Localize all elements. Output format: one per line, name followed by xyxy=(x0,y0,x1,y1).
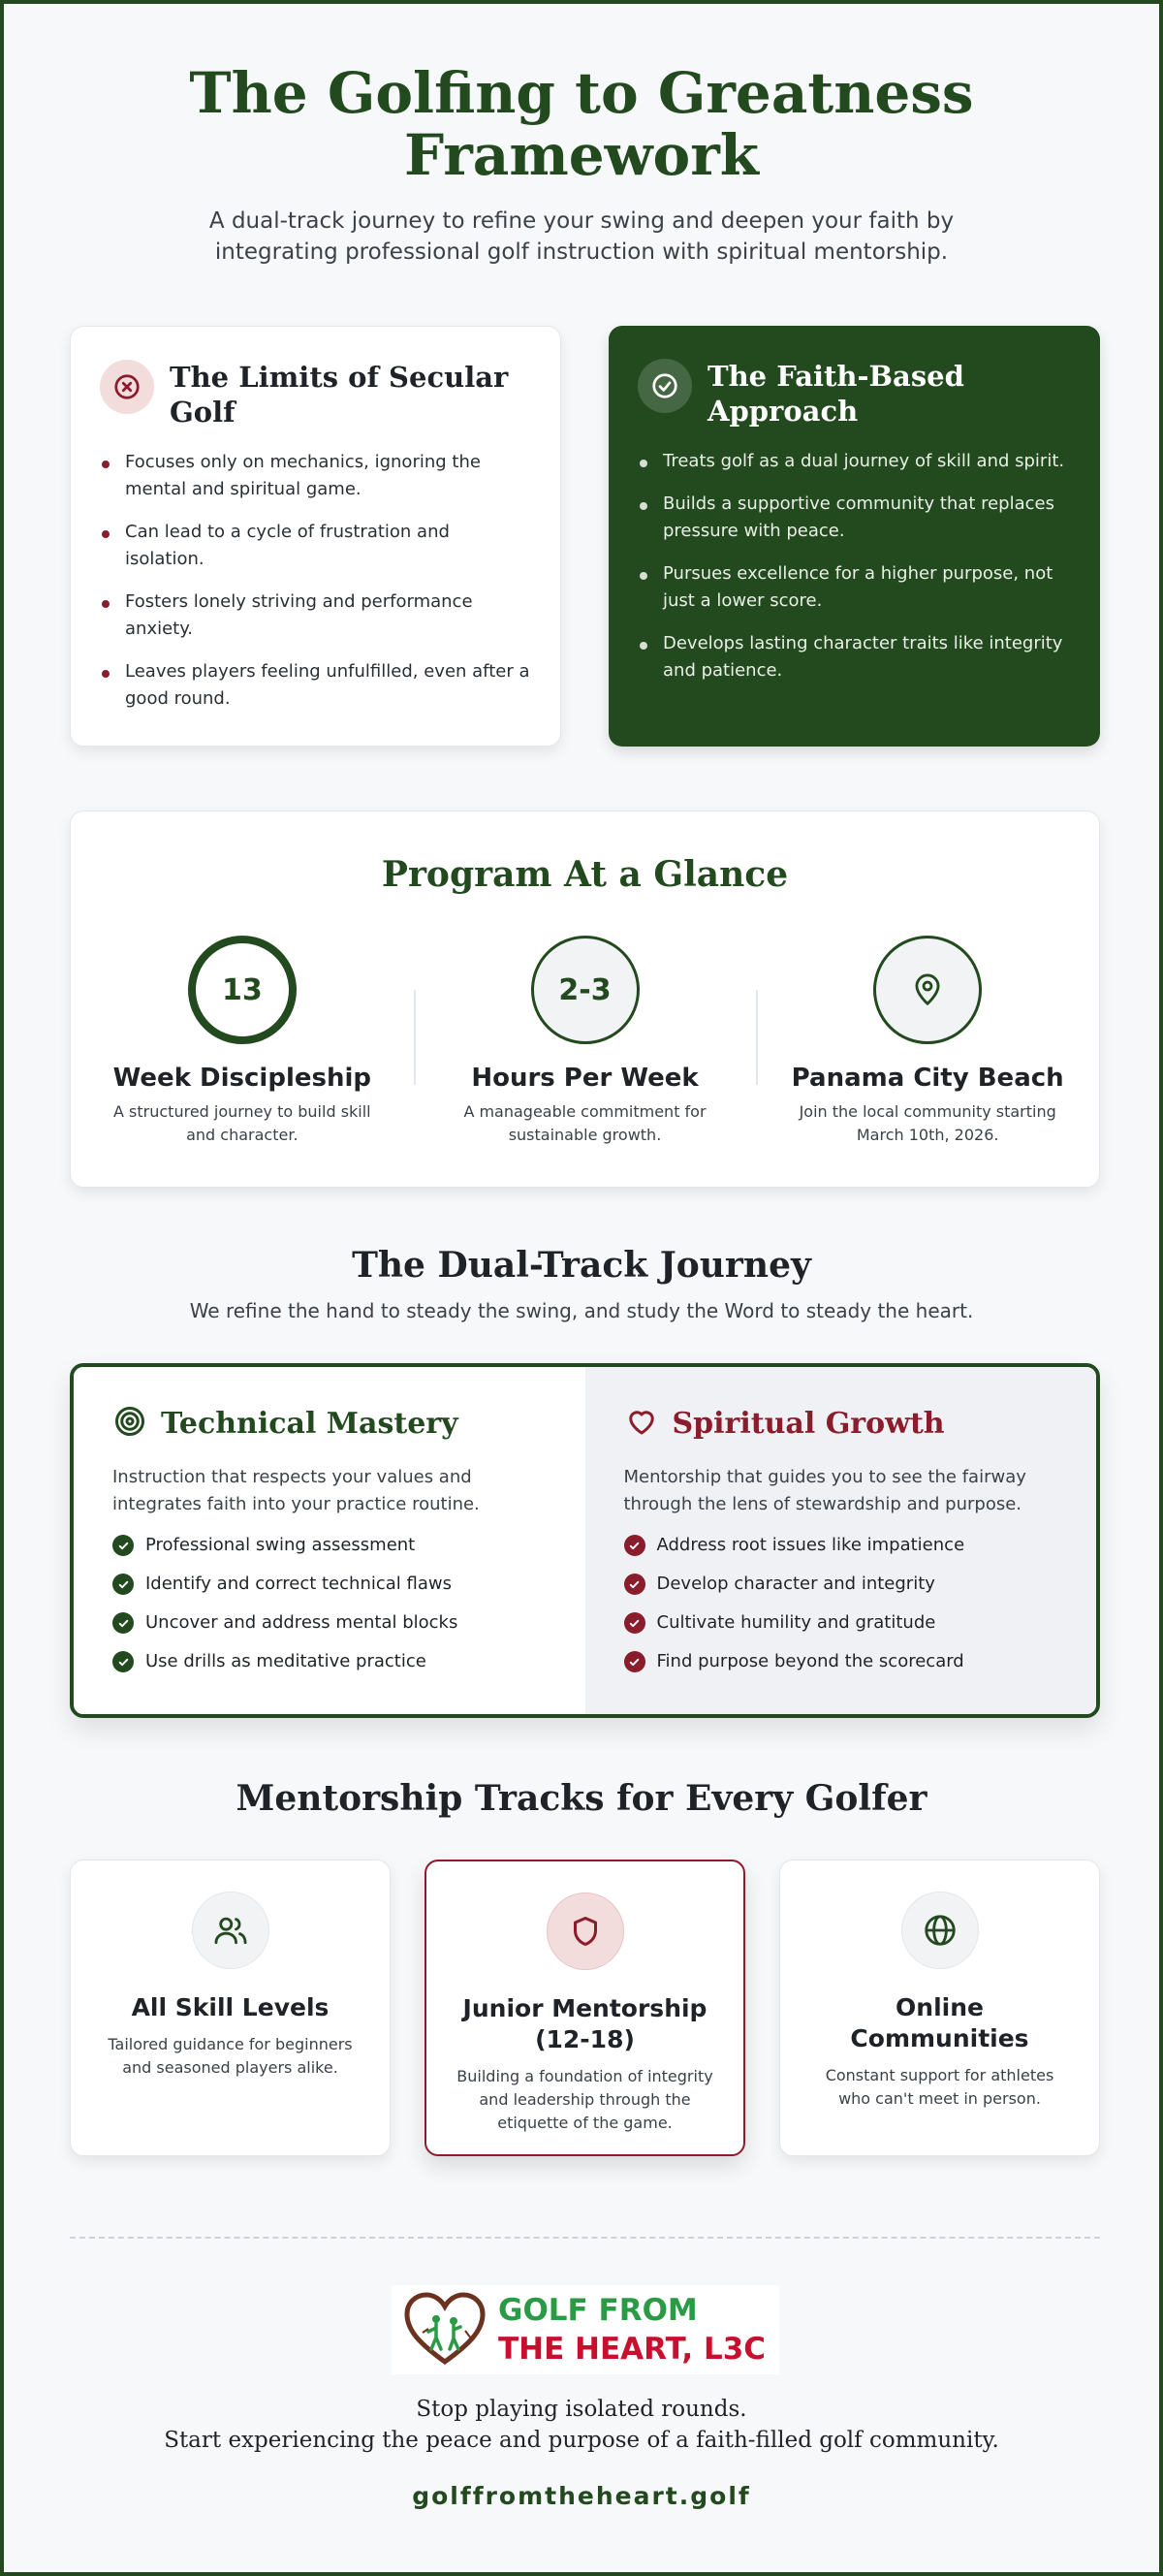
secular-card-title: The Limits of Secular Golf xyxy=(170,361,509,429)
faith-card-title: The Faith-Based Approach xyxy=(707,360,964,428)
globe-icon xyxy=(901,1892,979,1969)
journey-title: The Dual-Track Journey xyxy=(352,1245,811,1286)
check-icon xyxy=(624,1574,645,1595)
target-icon xyxy=(112,1404,147,1443)
spiritual-desc: Mentorship that guides you to see the fairway through the lens of stewardship and purpose. xyxy=(623,1467,1026,1514)
page-title: The Golfing to Greatness Framework xyxy=(189,60,974,188)
x-circle-icon xyxy=(100,360,154,414)
list-item-text: Cultivate humility and gratitude xyxy=(656,1612,936,1633)
list-item-text: Develop character and integrity xyxy=(656,1574,935,1594)
secular-list xyxy=(100,449,531,713)
stat-desc: Join the local community starting March 10th, 2026. xyxy=(799,1102,1056,1144)
list-item xyxy=(624,1611,1058,1635)
users-icon xyxy=(192,1892,269,1969)
check-icon xyxy=(112,1574,134,1595)
check-circle-icon xyxy=(638,359,692,413)
dual-track-panel xyxy=(70,1363,1100,1718)
list-item: Treats golf as a dual journey of skill and spirit. xyxy=(638,448,1071,475)
heart-icon xyxy=(624,1404,659,1443)
check-icon xyxy=(112,1535,134,1556)
list-item xyxy=(112,1534,547,1557)
logo-line-1: GOLF FROM xyxy=(498,2293,698,2328)
page-subtitle: A dual-track journey to refine your swing and deepen your faith by integrating professional golf instruction with spiritual mentorship. xyxy=(208,208,955,265)
track-card-desc: Tailored guidance for beginners and seasoned players alike. xyxy=(108,2035,353,2077)
list-item xyxy=(624,1650,1058,1673)
track-card-desc: Constant support for athletes who can't meet in person. xyxy=(825,2066,1054,2108)
list-item-text: Find purpose beyond the scorecard xyxy=(656,1651,964,1671)
footer-divider xyxy=(70,2237,1100,2239)
check-icon xyxy=(624,1612,645,1634)
list-item xyxy=(624,1534,1058,1557)
check-icon xyxy=(112,1651,134,1672)
tracks-title: Mentorship Tracks for Every Golfer xyxy=(236,1778,927,1819)
list-item: Can lead to a cycle of frustration and isolation. xyxy=(100,519,531,573)
track-card-title: Online Communities xyxy=(850,1993,1029,2052)
faith-list xyxy=(638,448,1071,684)
brand-logo xyxy=(392,2285,779,2374)
stat-label: Panama City Beach xyxy=(791,1064,1064,1093)
map-pin-icon xyxy=(873,936,982,1044)
list-item-text: Identify and correct technical flaws xyxy=(145,1574,452,1594)
list-item xyxy=(112,1573,547,1596)
glance-title: Program At a Glance xyxy=(381,854,789,895)
stat-desc: A manageable commitment for sustainable growth. xyxy=(463,1102,707,1144)
check-icon xyxy=(112,1612,134,1634)
journey-subtitle: We refine the hand to steady the swing, and study the Word to steady the heart. xyxy=(189,1299,974,1322)
shield-icon xyxy=(547,1892,624,1970)
stat-value: 13 xyxy=(188,936,297,1044)
list-item: Leaves players feeling unfulfilled, even after a good round. xyxy=(100,658,531,713)
track-card-desc: Building a foundation of integrity and leadership through the etiquette of the game. xyxy=(456,2067,713,2132)
list-item: Fosters lonely striving and performance anxiety. xyxy=(100,588,531,643)
technical-desc: Instruction that respects your values and integrates faith into your practice routine. xyxy=(112,1467,480,1514)
program-glance-card xyxy=(70,811,1100,1188)
spiritual-track xyxy=(585,1367,1097,1714)
stat-weeks xyxy=(71,936,414,1147)
list-item: Pursues excellence for a higher purpose, not just a lower score. xyxy=(638,560,1071,615)
track-card-skill-levels xyxy=(70,1860,391,2156)
heart-golfers-logo-icon xyxy=(401,2288,488,2371)
check-icon xyxy=(624,1651,645,1672)
list-item-text: Use drills as meditative practice xyxy=(145,1651,426,1671)
spiritual-title: Spiritual Growth xyxy=(672,1406,945,1441)
list-item xyxy=(624,1573,1058,1596)
technical-track xyxy=(74,1367,585,1714)
list-item-text: Professional swing assessment xyxy=(145,1535,416,1555)
website-link[interactable]: golffromtheheart.golf xyxy=(412,2482,751,2510)
technical-title: Technical Mastery xyxy=(161,1406,458,1441)
check-icon xyxy=(624,1535,645,1556)
spiritual-list xyxy=(624,1534,1058,1673)
list-item: Develops lasting character traits like integrity and patience. xyxy=(638,630,1071,684)
logo-line-2: THE HEART, L3C xyxy=(498,2332,767,2367)
list-item-text: Uncover and address mental blocks xyxy=(145,1612,458,1633)
hero xyxy=(4,62,1159,268)
footer-tagline-2: Start experiencing the peace and purpose of a faith-filled golf community. xyxy=(164,2428,999,2453)
stat-label: Hours Per Week xyxy=(471,1064,699,1093)
stat-desc: A structured journey to build skill and character. xyxy=(113,1102,371,1144)
stat-label: Week Discipleship xyxy=(112,1064,371,1093)
list-item: Builds a supportive community that replaces pressure with peace. xyxy=(638,491,1071,545)
technical-list xyxy=(112,1534,547,1673)
track-card-online xyxy=(779,1860,1100,2156)
track-card-title: Junior Mentorship (12-18) xyxy=(462,1994,707,2053)
secular-limits-card xyxy=(70,326,561,747)
stat-value: 2-3 xyxy=(531,936,640,1044)
stats-row xyxy=(71,936,1099,1147)
faith-approach-card xyxy=(609,326,1100,747)
track-card-title: All Skill Levels xyxy=(131,1993,330,2021)
footer-tagline-1: Stop playing isolated rounds. xyxy=(416,2397,747,2422)
list-item-text: Address root issues like impatience xyxy=(656,1535,965,1555)
list-item xyxy=(112,1611,547,1635)
stat-hours xyxy=(414,936,757,1147)
track-card-junior xyxy=(424,1860,745,2156)
list-item xyxy=(112,1650,547,1673)
stat-location xyxy=(756,936,1099,1147)
list-item: Focuses only on mechanics, ignoring the mental and spiritual game. xyxy=(100,449,531,503)
